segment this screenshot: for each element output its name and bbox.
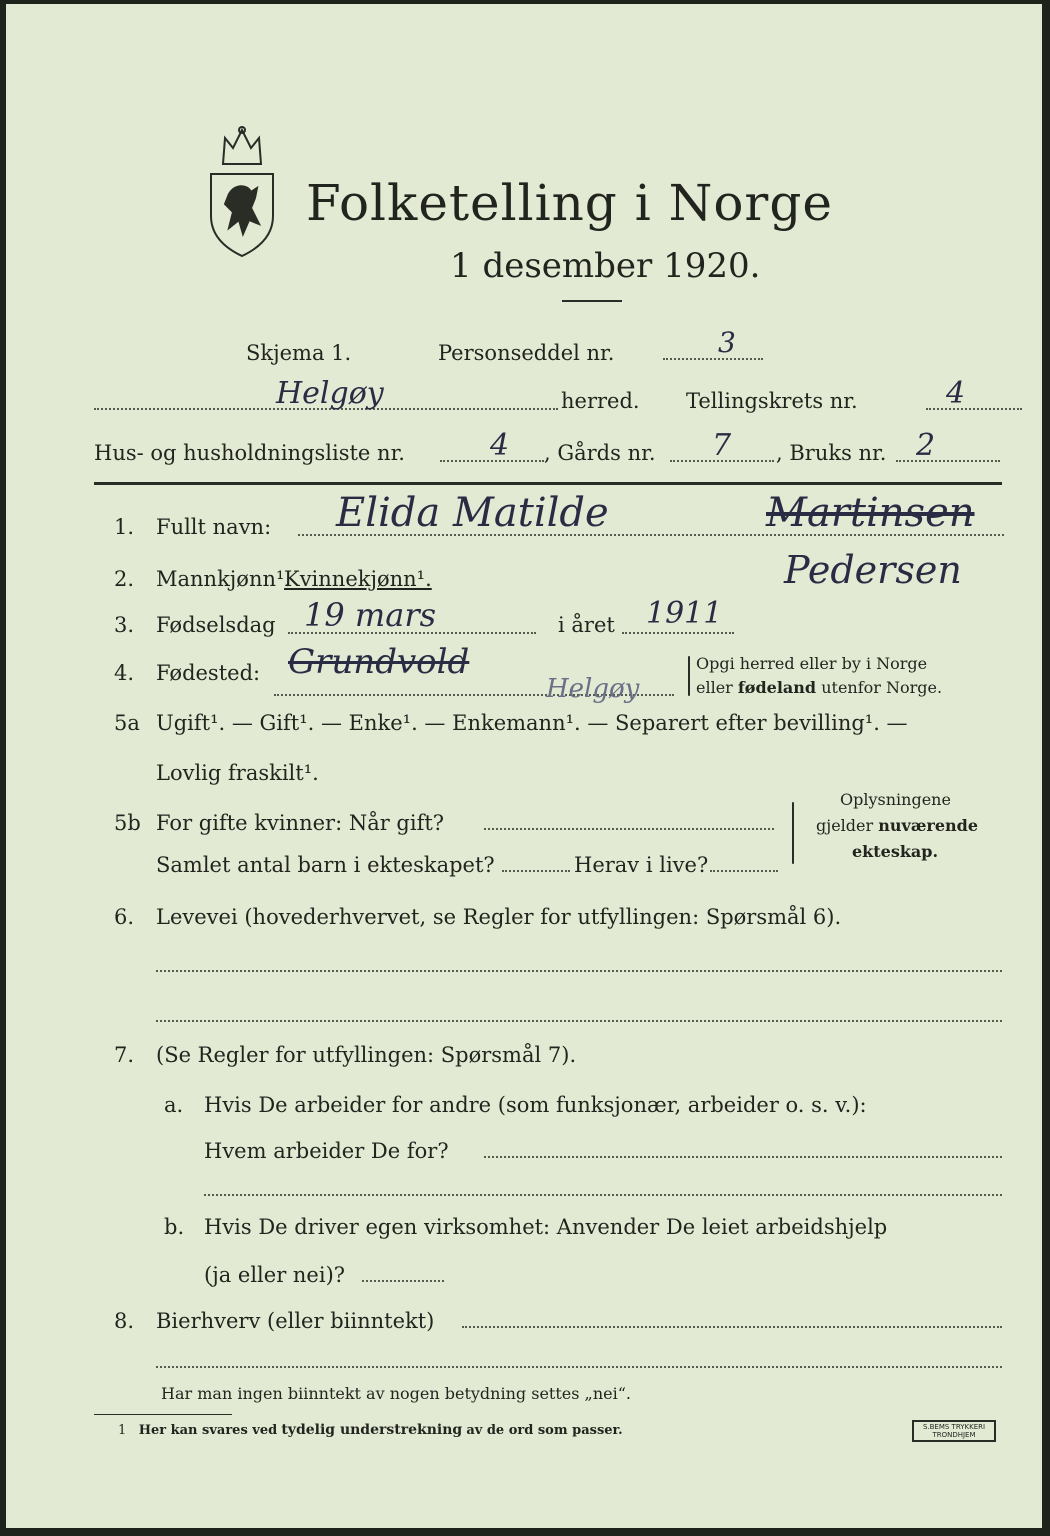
hus-value[interactable]: 4 (490, 428, 510, 463)
herred-label: herred. (561, 389, 640, 413)
gards-value[interactable]: 7 (712, 428, 732, 463)
q6-line-2 (156, 1020, 1002, 1022)
q7a-line-2 (204, 1194, 1002, 1196)
q4-note-brace (688, 656, 690, 696)
q3-year-line (622, 632, 734, 634)
tellingskrets-line (926, 408, 1022, 410)
q5b-married-line (484, 828, 774, 830)
schema-label: Skjema 1. (246, 341, 352, 365)
q6-number: 6. (114, 905, 135, 929)
form-title: Folketelling i Norge (306, 174, 833, 232)
footnote-a: Her kan svares ved (138, 1423, 278, 1438)
footer-note: Har man ingen biinntekt av nogen betydning settes „nei“. (161, 1384, 631, 1403)
coat-of-arms-icon (201, 124, 283, 260)
q2-male: Mannkjønn¹. (156, 567, 292, 591)
q7a-text-2: Hvem arbeider De for? (204, 1139, 449, 1163)
q6-text: Levevei (hovederhvervet, se Regler for utfyllingen: Spørsmål 6). (156, 905, 842, 929)
q4-birthplace-struck[interactable]: Grundvold (288, 642, 470, 682)
bruks-value[interactable]: 2 (916, 428, 936, 463)
footnote-bold: tydelig understrekning (281, 1422, 463, 1438)
q5b-note-2a: gjelder (816, 816, 874, 835)
q5a-options: Ugift¹. — Gift¹. — Enke¹. — Enkemann¹. — Separert efter bevilling¹. — (156, 711, 908, 735)
footnote-b: av de ord som passer. (466, 1423, 623, 1438)
title-divider (562, 300, 622, 302)
q4-note-2-bold: fødeland (737, 678, 817, 697)
q5b-note-brace (792, 802, 794, 864)
census-date: 1 desember 1920. (450, 246, 761, 286)
q1-label: Fullt navn: (156, 515, 272, 539)
q7-number: 7. (114, 1043, 135, 1067)
q4-birthplace-value[interactable]: Helgøy (546, 674, 640, 704)
tellingskrets-value[interactable]: 4 (946, 376, 966, 411)
herred-value[interactable]: Helgøy (276, 376, 384, 411)
q5a-number: 5a (114, 711, 140, 735)
q5b-note-2 (816, 816, 978, 836)
bruks-label: , Bruks nr. (776, 441, 887, 465)
tellingskrets-label: Tellingskrets nr. (686, 389, 858, 413)
q5b-note-3: ekteskap. (852, 842, 939, 861)
q1-number: 1. (114, 515, 135, 539)
q7b-text-2: (ja eller nei)? (204, 1263, 346, 1287)
q3-year-value[interactable]: 1911 (646, 596, 723, 631)
printer-stamp-line-2: TRONDHJEM (932, 1431, 976, 1439)
q5b-note-2-bold: nuværende (878, 816, 979, 835)
q7-text: (Se Regler for utfyllingen: Spørsmål 7). (156, 1043, 577, 1067)
q4-label: Fødested: (156, 661, 261, 685)
q8-number: 8. (114, 1309, 135, 1333)
q4-number: 4. (114, 661, 135, 685)
q5b-children-line (502, 870, 570, 872)
q7a-label: a. (164, 1093, 184, 1117)
census-form-sheet (6, 4, 1042, 1528)
q8-line-2 (156, 1366, 1002, 1368)
q3-label: Fødselsdag (156, 613, 276, 637)
q4-note-2 (696, 678, 942, 698)
q1-name-value[interactable]: Elida Matilde (336, 490, 609, 536)
personseddel-label: Personseddel nr. (438, 341, 615, 365)
printer-stamp-line-1: S.BEMS TRYKKERI (922, 1423, 986, 1431)
q3-number: 3. (114, 613, 135, 637)
q5b-alive-line (710, 870, 778, 872)
q5b-married-when: For gifte kvinner: Når gift? (156, 811, 445, 835)
hus-label: Hus- og husholdningsliste nr. (94, 441, 405, 465)
q7a-line-1 (484, 1156, 1002, 1158)
q5b-note-1: Oplysningene (840, 790, 951, 809)
q5b-children: Samlet antal barn i ekteskapet? (156, 853, 495, 877)
personseddel-value[interactable]: 3 (718, 326, 736, 359)
q5b-number: 5b (114, 811, 141, 835)
footnote-rule (94, 1414, 232, 1415)
header-rule (94, 482, 1002, 485)
q7b-label: b. (164, 1215, 185, 1239)
q8-line-1 (462, 1326, 1002, 1328)
q3-year-label: i året (558, 613, 615, 637)
q7b-line (362, 1280, 444, 1282)
q2-female: Kvinnekjønn¹. (284, 567, 432, 591)
q5a-options-2: Lovlig fraskilt¹. (156, 761, 319, 785)
gards-label: , Gårds nr. (544, 441, 656, 465)
q4-note-2a: eller (696, 678, 733, 697)
q8-text: Bierhverv (eller biinntekt) (156, 1309, 435, 1333)
personseddel-line (663, 358, 763, 360)
bruks-line (896, 460, 1000, 462)
q3-day-value[interactable]: 19 mars (304, 596, 437, 634)
footnote-number: 1 (118, 1423, 127, 1438)
q7a-text-1: Hvis De arbeider for andre (som funksjonær, arbeider o. s. v.): (204, 1093, 867, 1117)
printer-stamp (912, 1420, 996, 1442)
q2-number: 2. (114, 567, 135, 591)
q4-note-2b: utenfor Norge. (821, 678, 943, 697)
q1-name-value-2[interactable]: Pedersen (784, 548, 962, 592)
q4-note-1: Opgi herred eller by i Norge (696, 654, 928, 673)
q7b-text-1: Hvis De driver egen virksomhet: Anvender De leiet arbeidshjelp (204, 1215, 888, 1239)
footnote (118, 1422, 623, 1439)
q1-name-struck[interactable]: Martinsen (766, 490, 975, 536)
q6-line-1 (156, 970, 1002, 972)
q5b-alive: Herav i live? (574, 853, 709, 877)
